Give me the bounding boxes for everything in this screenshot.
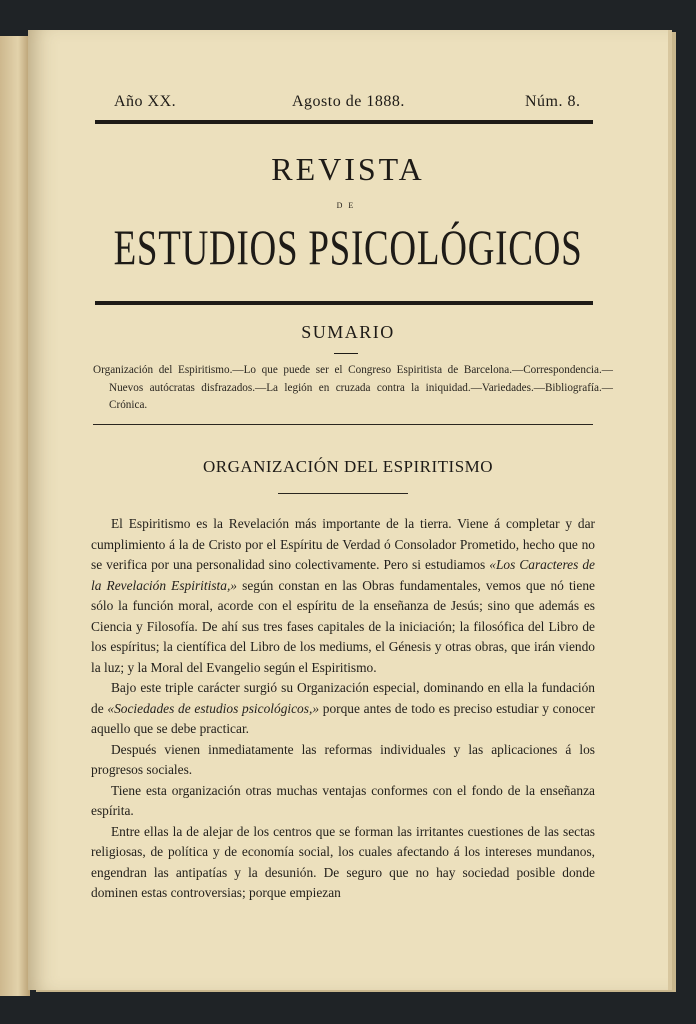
article-paragraph (91, 514, 595, 678)
masthead-connector: DE (336, 201, 360, 210)
paragraph-text: Bajo este triple carácter surgió su Organización especial, dominando en ella la fundación de (91, 680, 595, 716)
article-paragraph: Tiene esta organización otras muchas ventajas conformes con el fondo de la enseñanza espírita. (91, 782, 595, 818)
italic-citation: «Los Caracteres de la Revelación Espiritista,» (91, 557, 595, 593)
article-title: ORGANIZACIÓN DEL ESPIRITISMO (202, 457, 494, 476)
article-paragraph: Entre ellas la de alejar de los centros que se forman las irritantes cuestiones de las sectas religiosas, de política y de economía social, los cuales afectando á los intereses mundanos, engendran las antipatías y la desunión. De seguro que no hay sociedad posible donde dominen estas controversias; porque empiezan (91, 823, 595, 900)
paragraph-text: porque antes de todo es preciso estudiar y conocer aquello que se debe practicar. (91, 700, 595, 736)
article-body (91, 514, 595, 904)
previous-page-edge (0, 36, 30, 996)
sumario-contents: Organización del Espiritismo.—Lo que puede ser el Congreso Espiritista de Barcelona.—Correspondencia.—Nuevos autócratas disfrazados.—La legión en cruzada contra la iniquidad.—Variedades.—Bibliografía.—Crónica. (93, 364, 613, 411)
masthead-revista: REVISTA (271, 151, 425, 187)
header-rule (95, 120, 593, 124)
sumario-divider (334, 353, 358, 354)
article-paragraph (91, 678, 595, 740)
article-title-rule (278, 493, 408, 494)
paragraph-text: según constan en las Obras fundamentales, vemos que nó tiene sólo la función moral, acorde con el espíritu de la enseñanza de Jesús; sino que además es Ciencia y Filosofía. De ahí sus tres fases capitales de la iniciación; la filosófica del Libro de los espíritus; la científica del Libro de los mediums, el Génesis y otras obras, que irán viendo la luz; y la Moral del Evangelio según el Espiritismo. (91, 577, 595, 675)
article-paragraph: Después vienen inmediatamente las reformas individuales y las aplicaciones á los progresos sociales. (91, 741, 595, 777)
paragraph-text: El Espiritismo es la Revelación más importante de la tierra. Viene á completar y dar cumplimiento á la de Cristo por el Espíritu de Verdad ó Consolador Prometido, hecho que no se verifica por una personalidad sino colectivamente. Pero si estudiamos (91, 516, 595, 572)
sumario-heading: SUMARIO (301, 322, 395, 342)
italic-citation: «Sociedades de estudios psicológicos,» (107, 700, 320, 716)
issue-year: Año XX. (114, 93, 177, 110)
issue-number: Núm. 8. (525, 93, 581, 110)
journal-page (28, 30, 668, 990)
sumario-rule (93, 424, 593, 425)
issue-date: Agosto de 1888. (292, 93, 405, 110)
masthead-title: ESTUDIOS PSICOLÓGICOS (113, 219, 583, 275)
masthead-rule (95, 301, 593, 305)
